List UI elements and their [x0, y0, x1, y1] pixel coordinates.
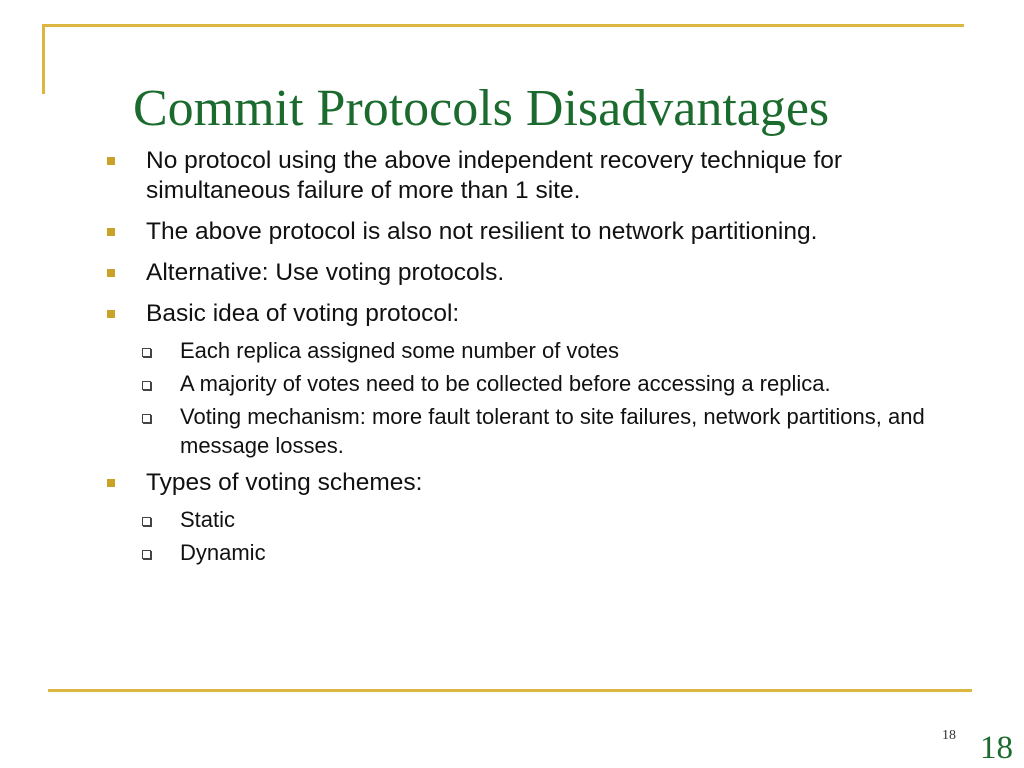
sub-bullet-text: Voting mechanism: more fault tolerant to site failures, network partitions, and message losses. [180, 404, 925, 458]
sub-bullet-text: Dynamic [180, 540, 266, 565]
square-bullet-icon [107, 269, 115, 277]
frame-left-line [42, 24, 45, 94]
bullet-item [104, 299, 984, 329]
page-number-large: 18 [980, 730, 1013, 766]
sub-bullet-item [104, 505, 984, 534]
sub-bullet-text: A majority of votes need to be collected before accessing a replica. [180, 371, 831, 396]
bullet-text: Alternative: Use voting protocols. [146, 259, 505, 286]
hollow-square-bullet-icon [142, 348, 151, 357]
sub-bullet-text: Static [180, 507, 236, 532]
square-bullet-icon [107, 479, 115, 487]
sub-bullet-item [104, 402, 984, 460]
hollow-square-bullet-icon [142, 550, 151, 559]
sub-bullet-item [104, 369, 984, 398]
footer-line [48, 689, 972, 692]
hollow-square-bullet-icon [142, 381, 151, 390]
square-bullet-icon [107, 157, 115, 165]
bullet-item [104, 146, 984, 206]
sub-bullet-item [104, 336, 984, 365]
square-bullet-icon [107, 310, 115, 318]
bullet-text: No protocol using the above independent recovery technique for simultaneous failure of more than 1 site. [146, 147, 842, 204]
bullet-item [104, 217, 984, 247]
bullet-text: The above protocol is also not resilient to network partitioning. [146, 218, 818, 245]
bullet-item [104, 258, 984, 288]
hollow-square-bullet-icon [142, 517, 151, 526]
slide-title: Commit Protocols Disadvantages [133, 80, 830, 137]
frame-top-line [42, 24, 964, 27]
slide-content [104, 146, 984, 575]
page-number-small: 18 [942, 728, 956, 743]
sub-bullet-text: Each replica assigned some number of votes [180, 338, 620, 363]
sub-bullet-item [104, 538, 984, 567]
bullet-text: Basic idea of voting protocol: [146, 300, 460, 327]
bullet-item [104, 468, 984, 498]
bullet-text: Types of voting schemes: [146, 469, 423, 496]
hollow-square-bullet-icon [142, 414, 151, 423]
square-bullet-icon [107, 228, 115, 236]
